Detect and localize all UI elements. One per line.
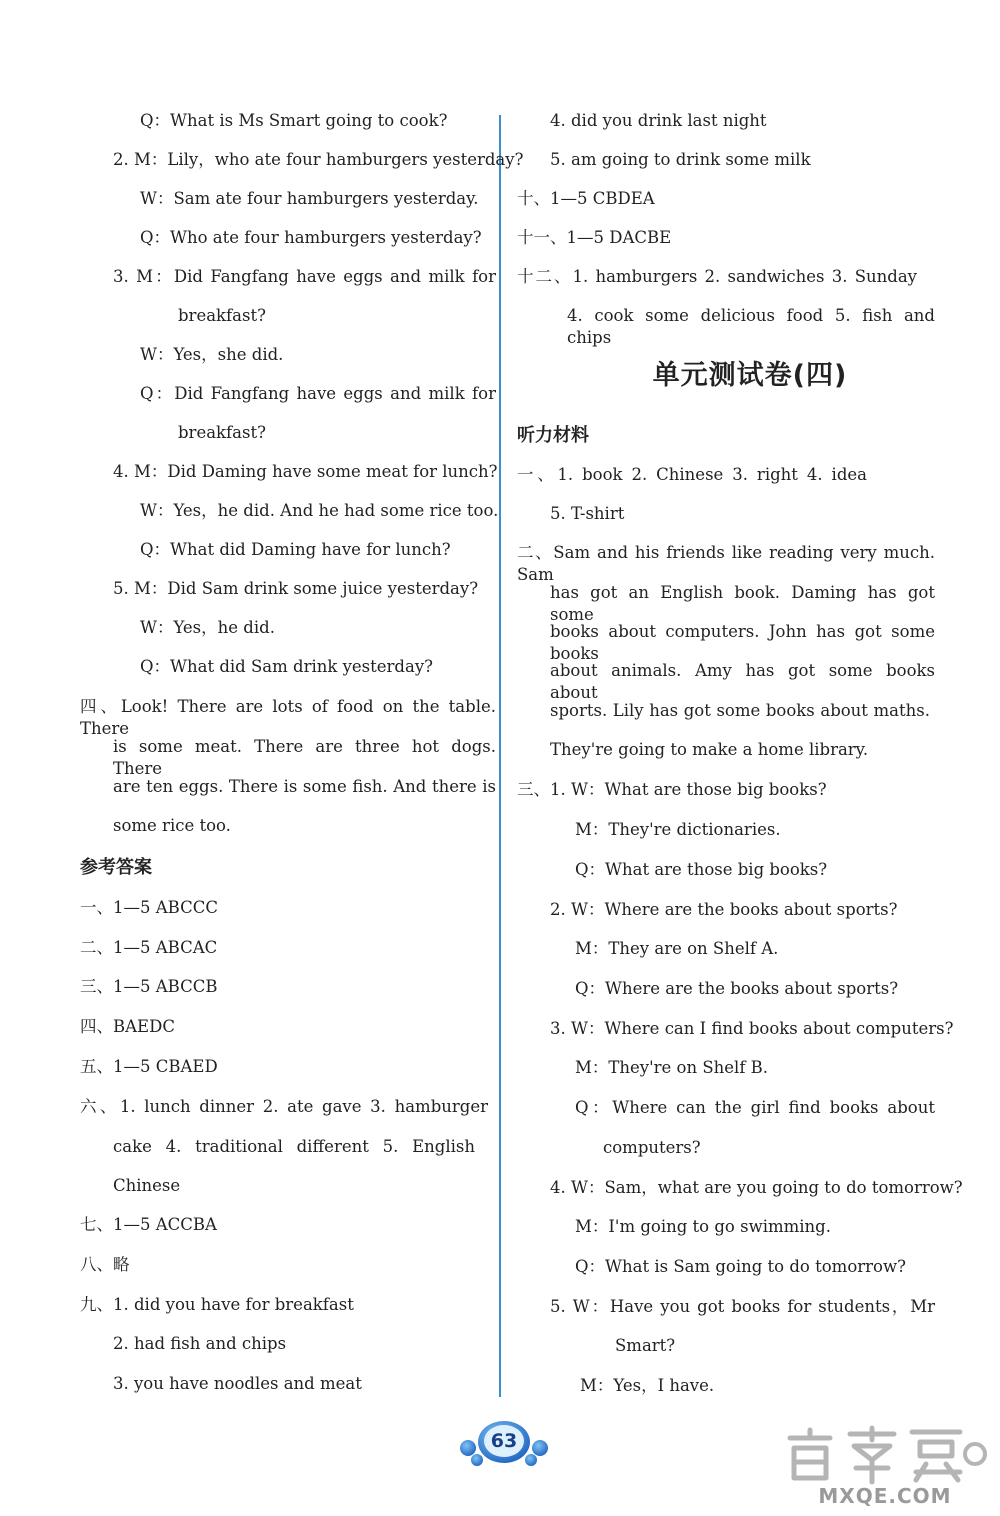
passage-line: are ten eggs. There is some fish. And there is [113,777,496,796]
watermark-logo-icon [780,1424,990,1486]
answer-line: 十一、1—5 DACBE [517,228,672,247]
page-number: 63 [490,1430,518,1452]
dialogue-line: breakfast? [178,306,266,325]
dialogue-line: Q：What did Sam drink yesterday? [140,657,434,676]
dialogue-line: 2. W：Where are the books about sports? [550,900,898,919]
watermark [780,1424,990,1512]
dialogue-line: M：They are on Shelf A. [575,939,779,958]
answers-heading: 参考答案 [80,857,152,878]
passage-line: some rice too. [113,816,231,835]
page-number-badge [459,1418,549,1468]
dialogue-line: Smart? [615,1336,676,1355]
passage-line: books about computers. John has got some books [550,622,935,663]
answer-line: cake 4. traditional different 5. English [113,1137,475,1156]
answer-line: 3. you have noodles and meat [113,1374,362,1393]
answer-line: 二、1—5 ABCAC [80,938,218,957]
dialogue-line: M：They're dictionaries. [575,820,781,839]
answer-line: 八、略 [80,1255,130,1274]
answer-line: 六、1. lunch dinner 2. ate gave 3. hamburger [80,1097,488,1116]
dialogue-line: M：They're on Shelf B. [575,1058,769,1077]
dialogue-line: Q：Where can the girl find books about [575,1098,935,1117]
dialogue-line: W：Yes，she did. [140,345,284,364]
dialogue-line: Q：What is Ms Smart going to cook? [140,111,448,130]
passage-line: 二、Sam and his friends like reading very much. Sam [517,543,935,584]
answer-line: 2. had fish and chips [113,1334,287,1353]
answer-line: 十二、1. hamburgers 2. sandwiches 3. Sunday [517,267,917,286]
watermark-text: MXQE.COM [818,1484,952,1508]
unit-title: 单元测试卷(四) [652,360,848,391]
dialogue-line: 5. W：Have you got books for students，Mr [550,1297,935,1316]
answer-line: 5. am going to drink some milk [550,150,811,169]
dialogue-line: W：Yes，he did. [140,618,275,637]
passage-line: has got an English book. Daming has got some [550,583,935,624]
answer-line: Chinese [113,1176,181,1195]
dialogue-line: Q：Where are the books about sports? [575,979,899,998]
dialogue-line: 5. M：Did Sam drink some juice yesterday? [113,579,479,598]
dialogue-line: Q：What is Sam going to do tomorrow? [575,1257,906,1276]
answer-line: 七、1—5 ACCBA [80,1215,217,1234]
passage-line: is some meat. There are three hot dogs. There [113,737,496,778]
dialogue-line: W：Yes，he did. And he had some rice too. [140,501,499,520]
dialogue-line: 三、1. W：What are those big books? [517,780,827,799]
answer-line: 十、1—5 CBDEA [517,189,655,208]
column-divider [499,115,501,1397]
dialogue-line: W：Sam ate four hamburgers yesterday. [140,189,479,208]
answer-line: 九、1. did you have for breakfast [80,1295,354,1314]
dialogue-line: M：I'm going to go swimming. [575,1217,831,1236]
dialogue-line: M：Yes，I have. [580,1376,715,1395]
dialogue-line: 4. M：Did Daming have some meat for lunch? [113,462,498,481]
answer-line: 一、1—5 ABCCC [80,898,218,917]
listening-line: 5. T-shirt [550,504,625,523]
listening-heading: 听力材料 [517,425,589,446]
listening-line: 一、1. book 2. Chinese 3. right 4. idea [517,465,867,484]
answer-line: 4. cook some delicious food 5. fish and chips [567,306,935,347]
dialogue-line: 3. W：Where can I find books about computers? [550,1019,954,1038]
passage-line: They're going to make a home library. [550,740,869,759]
passage-line: sports. Lily has got some books about maths. [550,701,930,720]
dialogue-line: Q：What did Daming have for lunch? [140,540,451,559]
answer-line: 五、1—5 CBAED [80,1057,218,1076]
dialogue-line: 4. W：Sam，what are you going to do tomorrow? [550,1178,963,1197]
dialogue-line: Q：Who ate four hamburgers yesterday? [140,228,482,247]
dialogue-line: breakfast? [178,423,266,442]
dialogue-line: 2. M：Lily，who ate four hamburgers yesterday? [113,150,524,169]
answer-line: 四、BAEDC [80,1017,175,1036]
passage-line: 四、Look! There are lots of food on the table. There [80,697,496,738]
dialogue-line: Q：What are those big books? [575,860,828,879]
answer-line: 三、1—5 ABCCB [80,977,218,996]
dialogue-line: 3. M：Did Fangfang have eggs and milk for [113,267,496,286]
answer-line: 4. did you drink last night [550,111,767,130]
passage-line: about animals. Amy has got some books about [550,661,935,702]
dialogue-line: Q：Did Fangfang have eggs and milk for [140,384,496,403]
dialogue-line: computers? [603,1138,701,1157]
